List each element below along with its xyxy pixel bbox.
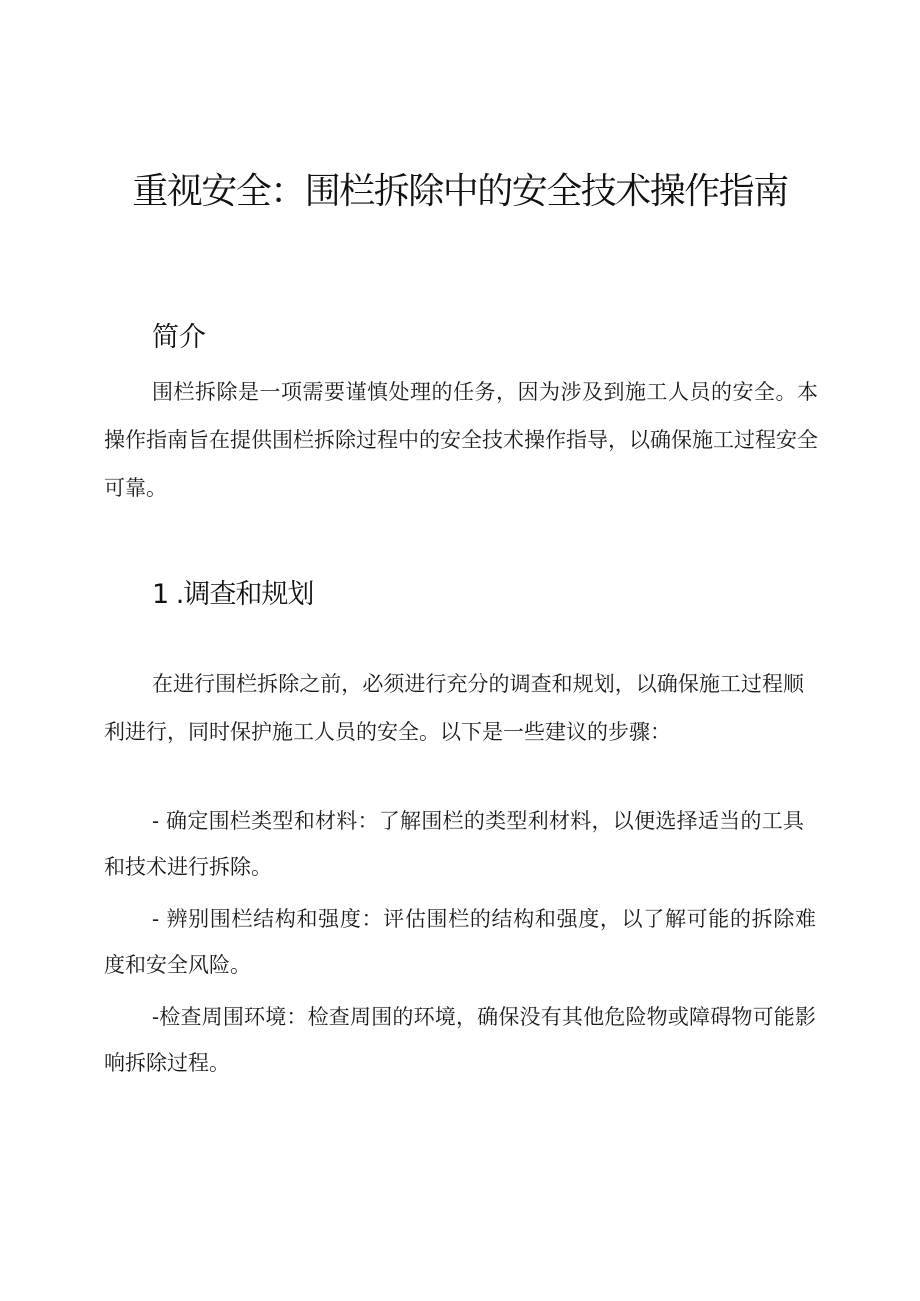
survey-planning-paragraph: 在进行围栏拆除之前，必须进行充分的调查和规划，以确保施工过程顺利进行，同时保护施工人员的安全。以下是一些建议的步骤： xyxy=(104,672,804,744)
list-item: - 确定围栏类型和材料：了解围栏的类型利材料，以便选择适当的工具和技术进行拆除。 xyxy=(104,809,804,879)
intro-paragraph: 围栏拆除是一项需要谨慎处理的任务，因为涉及到施工人员的安全。本操作指南旨在提供围栏拆除过程中的安全技术操作指导，以确保施工过程安全可靠。 xyxy=(104,380,818,500)
list-item: -检查周围环境：检查周围的环境，确保没有其他危险物或障碍物可能影响拆除过程。 xyxy=(104,1005,816,1075)
list-item: - 辨别围栏结构和强度：评估围栏的结构和强度，以了解可能的拆除难度和安全风险。 xyxy=(104,907,816,977)
document-title: 重视安全：围栏拆除中的安全技术操作指南 xyxy=(132,171,788,212)
section-heading-survey-planning: 1 .调查和规划 xyxy=(152,579,314,610)
section-heading-intro: 简介 xyxy=(152,322,206,353)
